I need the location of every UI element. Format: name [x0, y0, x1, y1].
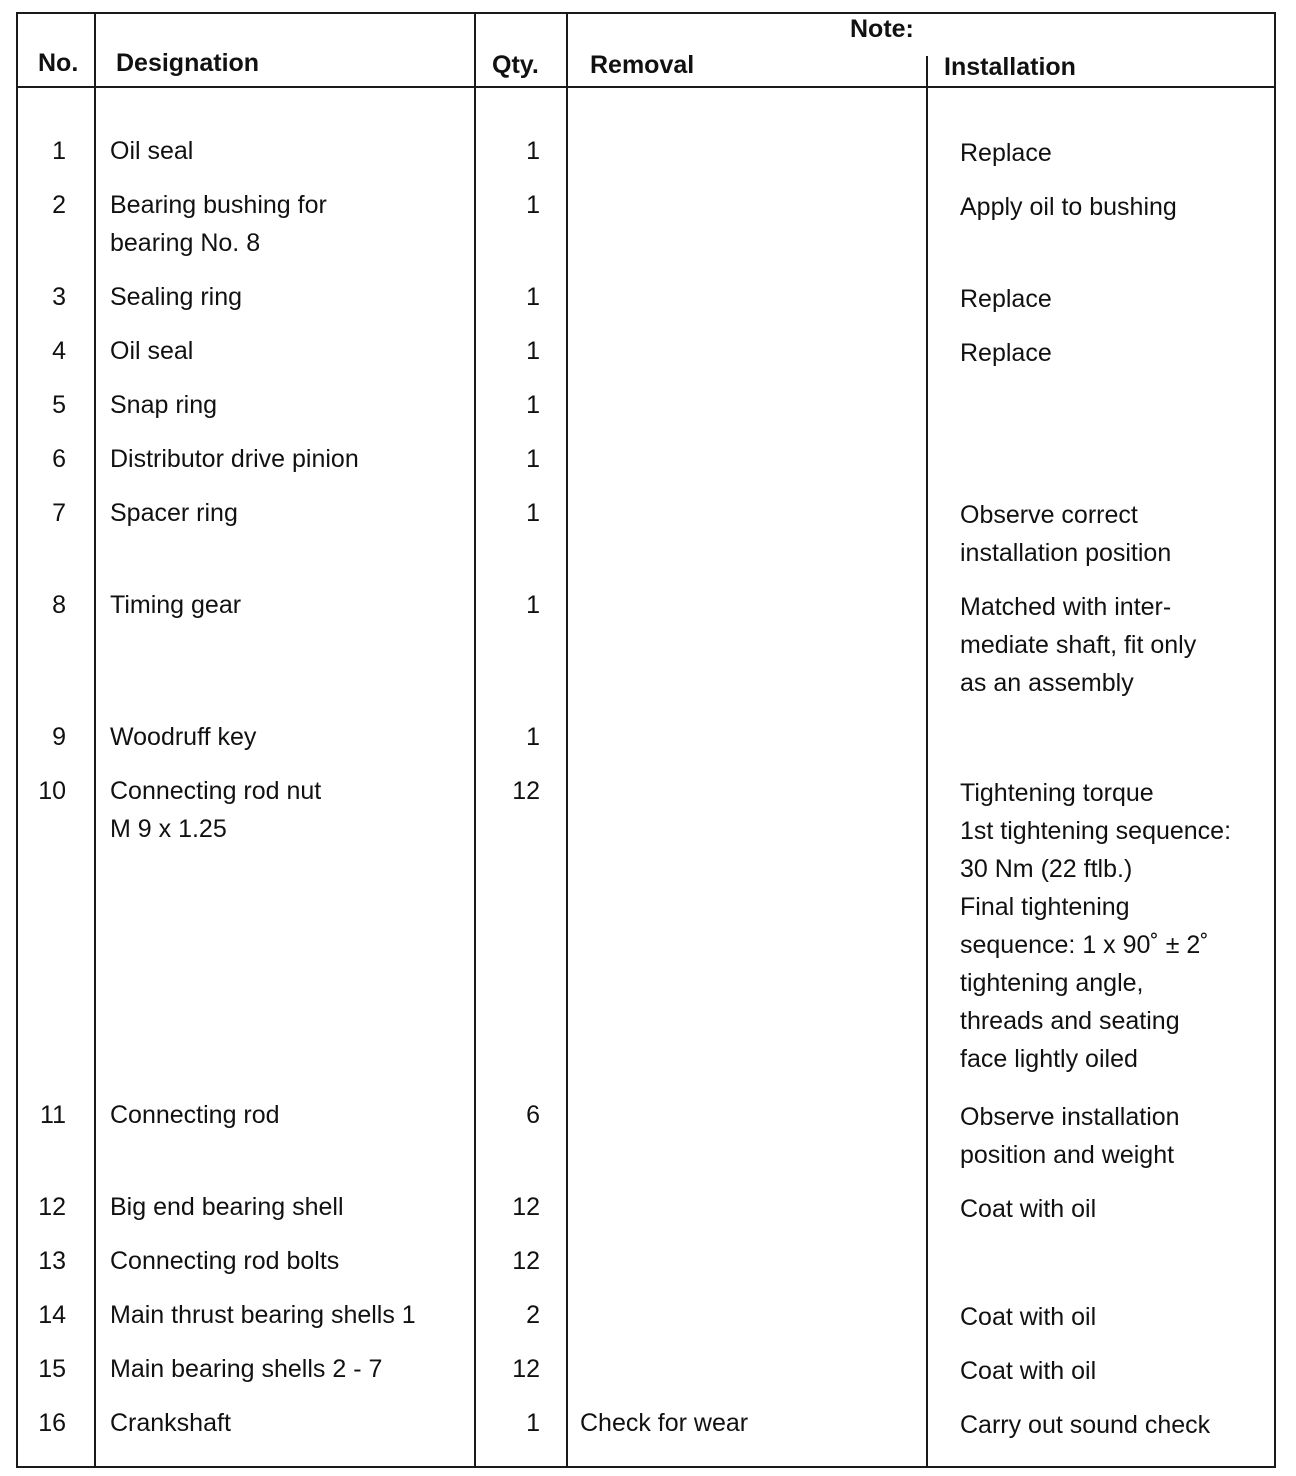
row-number: 5 — [52, 391, 66, 419]
row-qty: 12 — [512, 1247, 540, 1275]
row-qty: 1 — [526, 723, 540, 751]
header-no: No. — [38, 49, 79, 77]
row-number: 7 — [52, 499, 66, 527]
row-qty: 12 — [512, 1193, 540, 1221]
header-designation: Designation — [116, 49, 260, 77]
row-number: 14 — [38, 1301, 66, 1329]
row-number: 12 — [38, 1193, 66, 1221]
row-installation: position and weight — [960, 1141, 1175, 1169]
header-qty: Qty. — [492, 51, 539, 79]
row-number: 11 — [40, 1101, 66, 1129]
row-designation: Connecting rod bolts — [110, 1247, 340, 1275]
row-number: 3 — [52, 283, 66, 311]
row-installation: 30 Nm (22 ftlb.) — [960, 855, 1133, 883]
column-divider-qty — [566, 12, 568, 1468]
row-installation: mediate shaft, fit only — [960, 631, 1197, 659]
row-number: 2 — [52, 191, 66, 219]
header-note: Note: — [850, 15, 914, 43]
row-qty: 1 — [526, 191, 540, 219]
row-removal: Check for wear — [580, 1409, 749, 1437]
row-installation: tightening angle, — [960, 969, 1144, 997]
row-number: 1 — [52, 137, 66, 165]
row-installation: Observe correct — [960, 501, 1138, 529]
column-divider-removal — [926, 56, 928, 1468]
row-designation: Connecting rod — [110, 1101, 280, 1129]
row-qty: 1 — [526, 1409, 540, 1437]
row-number: 4 — [52, 337, 66, 365]
header-installation: Installation — [944, 53, 1076, 81]
row-designation: Woodruff key — [110, 723, 257, 751]
row-qty: 1 — [526, 337, 540, 365]
row-qty: 2 — [526, 1301, 540, 1329]
row-qty: 12 — [512, 777, 540, 805]
row-installation: Replace — [960, 339, 1052, 367]
row-installation: Replace — [960, 285, 1052, 313]
header-removal: Removal — [590, 51, 695, 79]
row-installation: Observe installation — [960, 1103, 1180, 1131]
row-installation: sequence: 1 x 90˚ ± 2˚ — [960, 931, 1209, 959]
row-designation: Bearing bushing for — [110, 191, 327, 219]
row-installation: face lightly oiled — [960, 1045, 1138, 1073]
row-designation: Crankshaft — [110, 1409, 231, 1437]
row-installation: Coat with oil — [960, 1357, 1097, 1385]
row-installation: Matched with inter- — [960, 593, 1172, 621]
row-number: 15 — [38, 1355, 66, 1383]
row-installation: Carry out sound check — [960, 1411, 1211, 1439]
row-qty: 1 — [526, 591, 540, 619]
row-installation: as an assembly — [960, 669, 1134, 697]
row-installation: Tightening torque — [960, 779, 1154, 807]
row-number: 8 — [52, 591, 66, 619]
row-designation: Spacer ring — [110, 499, 238, 527]
row-number: 13 — [38, 1247, 66, 1275]
header-divider — [16, 86, 1276, 88]
row-installation: Final tightening — [960, 893, 1130, 921]
row-installation: Replace — [960, 139, 1052, 167]
row-qty: 1 — [526, 499, 540, 527]
row-number: 16 — [38, 1409, 66, 1437]
column-divider-designation — [474, 12, 476, 1468]
row-designation: Oil seal — [110, 137, 194, 165]
row-designation: Main bearing shells 2 - 7 — [110, 1355, 383, 1383]
row-installation: threads and seating — [960, 1007, 1180, 1035]
row-installation: Coat with oil — [960, 1303, 1097, 1331]
row-designation: Snap ring — [110, 391, 218, 419]
row-designation: Distributor drive pinion — [110, 445, 359, 473]
row-qty: 1 — [526, 137, 540, 165]
row-designation: Oil seal — [110, 337, 194, 365]
row-installation: installation position — [960, 539, 1172, 567]
row-qty: 1 — [526, 445, 540, 473]
column-divider-no — [94, 12, 96, 1468]
row-installation: Apply oil to bushing — [960, 193, 1177, 221]
row-designation: Big end bearing shell — [110, 1193, 344, 1221]
row-number: 10 — [38, 777, 66, 805]
row-number: 9 — [52, 723, 66, 751]
row-designation: Main thrust bearing shells 1 — [110, 1301, 416, 1329]
row-designation: Connecting rod nut — [110, 777, 322, 805]
row-qty: 12 — [512, 1355, 540, 1383]
row-designation: Timing gear — [110, 591, 242, 619]
row-installation: Coat with oil — [960, 1195, 1097, 1223]
row-designation: M 9 x 1.25 — [110, 815, 227, 843]
row-qty: 6 — [526, 1101, 540, 1129]
row-qty: 1 — [526, 283, 540, 311]
row-number: 6 — [52, 445, 66, 473]
row-designation: Sealing ring — [110, 283, 243, 311]
row-designation: bearing No. 8 — [110, 229, 261, 257]
row-installation: 1st tightening sequence: — [960, 817, 1232, 845]
row-qty: 1 — [526, 391, 540, 419]
